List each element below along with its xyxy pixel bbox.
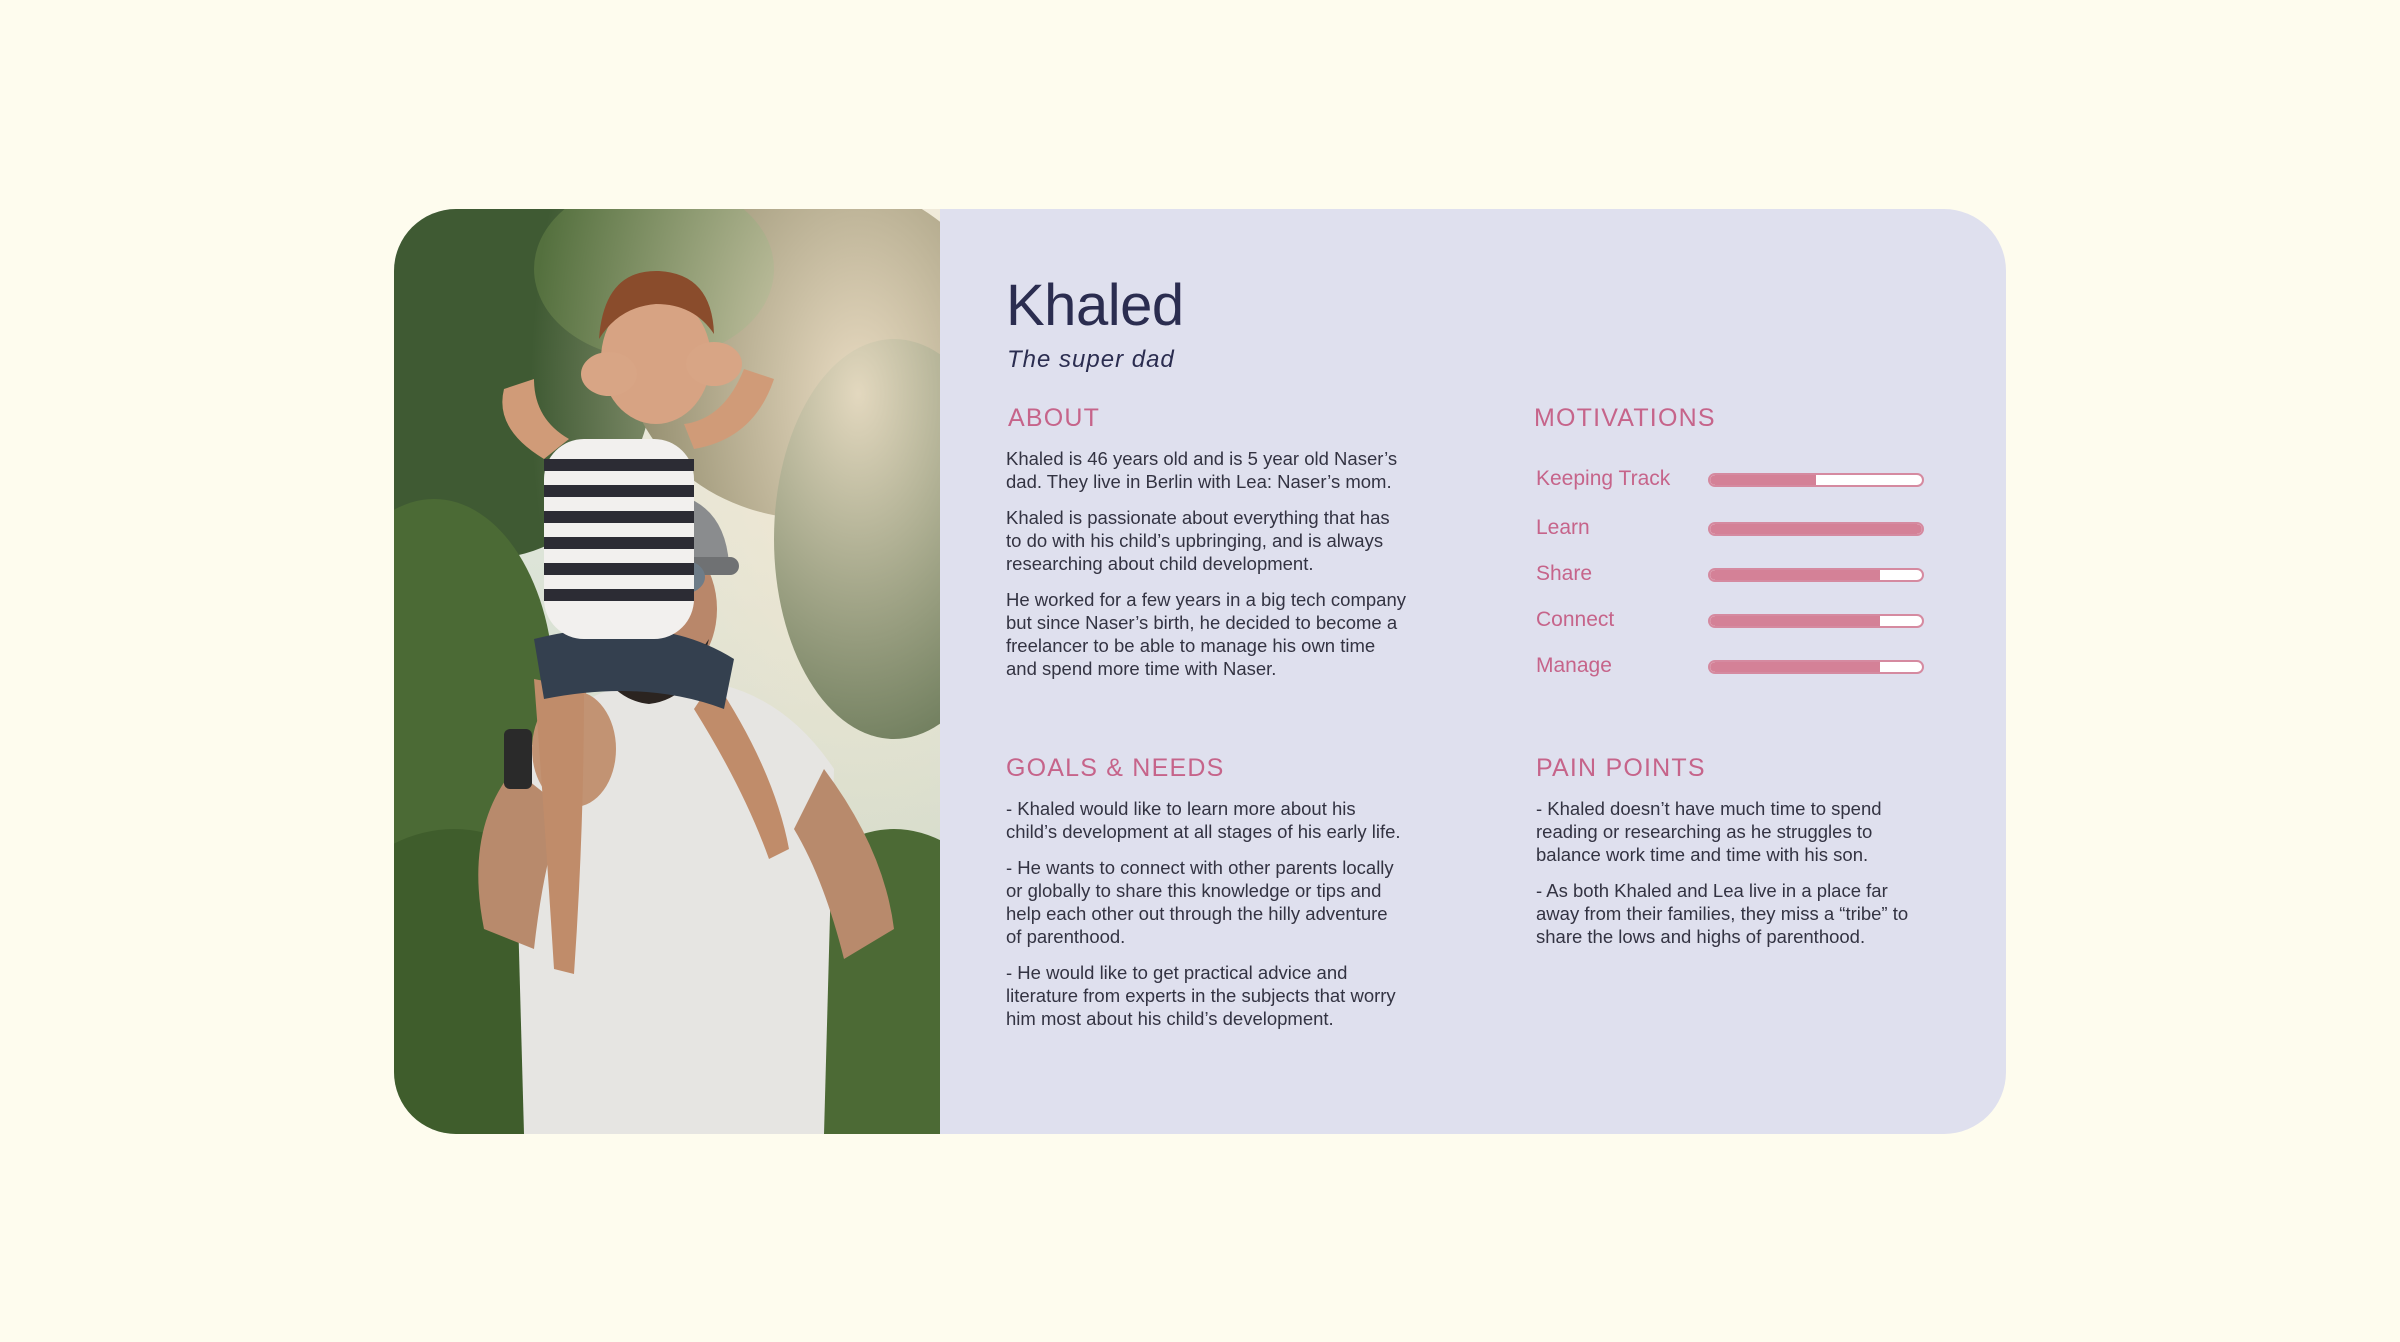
motivation-bar [1708,568,1924,582]
goal-paragraph: - He would like to get practical advice and literature from experts in the subjects that worry him most about his child’s development. [1006,962,1396,1029]
goals-title: GOALS & NEEDS [1006,754,1225,782]
motivation-bar [1708,473,1924,487]
motivation-row [1536,467,1936,495]
goal-paragraph: - Khaled would like to learn more about his child’s development at all stages of his early life. [1006,798,1401,842]
motivation-bar [1708,522,1924,536]
goals-section [1006,797,1406,1043]
motivation-bar-fill [1710,570,1880,580]
about-section [1006,447,1406,693]
pain-point-paragraph: - Khaled doesn’t have much time to spend reading or researching as he struggles to balance work time and time with his son. [1536,798,1882,865]
motivation-bar [1708,614,1924,628]
motivation-bar-fill [1710,524,1922,534]
motivations-section [1536,467,1936,697]
father-and-son-photo-illustration [394,209,940,1134]
motivation-row [1536,608,1936,636]
motivation-label: Connect [1536,608,1615,631]
about-paragraph: Khaled is 46 years old and is 5 year old Naser’s dad. They live in Berlin with Lea: Naser’s mom. [1006,448,1398,492]
persona-card [394,209,2006,1134]
about-paragraph: Khaled is passionate about everything that has to do with his child’s upbringing, and is always researching about child development. [1006,507,1390,574]
persona-photo [394,209,940,1134]
pain-points-title: PAIN POINTS [1536,754,1706,782]
motivation-row [1536,562,1936,590]
motivation-label: Manage [1536,654,1612,677]
pain-points-section [1536,797,1936,961]
motivation-bar [1708,660,1924,674]
motivation-bar-fill [1710,662,1880,672]
motivation-row [1536,516,1936,544]
goal-paragraph: - He wants to connect with other parents locally or globally to share this knowledge or tips and help each other out through the hilly adventure of parenthood. [1006,857,1394,947]
pain-point-paragraph: - As both Khaled and Lea live in a place far away from their families, they miss a “tribe” to share the lows and highs of parenthood. [1536,880,1909,947]
motivations-title: MOTIVATIONS [1534,404,1716,432]
motivation-label: Learn [1536,516,1590,539]
persona-name: Khaled [1006,273,1184,338]
persona-subtitle: The super dad [1007,346,1175,373]
motivation-bar-fill [1710,475,1816,485]
motivation-label: Share [1536,562,1593,585]
motivation-bar-fill [1710,616,1880,626]
about-paragraph: He worked for a few years in a big tech company but since Naser’s birth, he decided to become a freelancer to be able to manage his own time and spend more time with Naser. [1006,589,1406,679]
motivation-label: Keeping Track [1536,467,1671,490]
about-title: ABOUT [1008,404,1101,432]
motivation-row [1536,654,1936,682]
persona-details [940,209,2006,1134]
